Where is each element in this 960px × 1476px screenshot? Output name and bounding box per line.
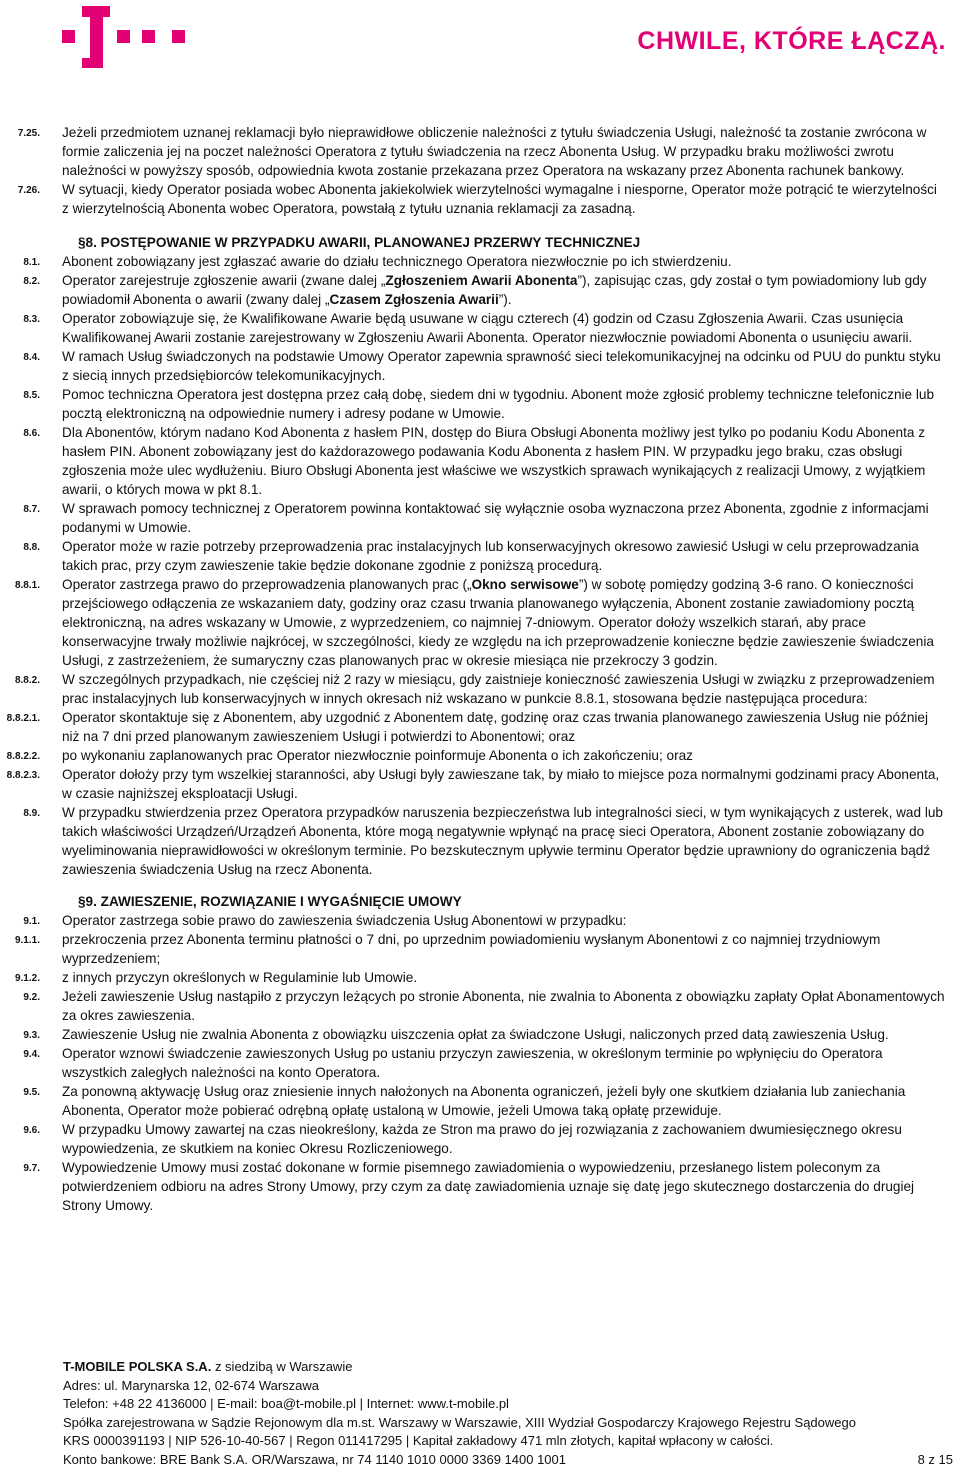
clause-number: 8.2. bbox=[23, 276, 40, 287]
section-9-heading: §9. ZAWIESZENIE, ROZWIĄZANIE I WYGAŚNIĘCIE UMOWY bbox=[78, 894, 462, 909]
clause-9-1-1 bbox=[0, 930, 960, 968]
clause-8-8-1 bbox=[0, 575, 960, 670]
clause-text: Pomoc techniczna Operatora jest dostępna przez całą dobę, siedem dni w tygodniu. Abonent może zgłosić problemy techniczne telefonicznie lub pocztą elektroniczną na odpowiednie numery i adresy podane w Umowie. bbox=[62, 387, 935, 421]
clause-text: Jeżeli zawieszenie Usług nastąpiło z przyczyn leżących po stronie Abonenta, nie zwalnia to Abonenta z obowiązku zapłaty Opłat Abonamentowych za okres zawieszenia. bbox=[62, 989, 945, 1023]
clause-text-part: ”). bbox=[498, 292, 512, 307]
footer-company bbox=[63, 1358, 953, 1377]
clause-text: Operator wznowi świadczenie zawieszonych Usług po ustaniu przyczyn zawieszenia, w określonym terminie po wpłynięciu do Operatora wszystkich zaległych należności na konto Operatora. bbox=[62, 1046, 883, 1080]
footer-ids: KRS 0000391193 | NIP 526-10-40-567 | Regon 011417295 | Kapitał zakładowy 471 mln złotych, kapitał wpłacony w całości. bbox=[63, 1433, 774, 1448]
clause-text-part: ”) w sobotę pomiędzy godziną 3-6 rano. O konieczności przejściowego odłączenia ze wskazaniem daty, godziny oraz czasu trwania planowanego wyłączenia, Abonent zostanie zawiadomiony pocztą elektroniczną, na adres wskazany w Umowie, z wyprzedzeniem, co najmniej 7-dniowym. Operator dołoży wszelkich starań, aby prace konserwacyjne trwały możliwie najkrócej, w szczególności, kiedy ze względu na ich przeprowadzenie konieczne będzie zawieszenie świadczenia Usługi, z zastrzeżeniem, że sumaryczny czas planowanych prac w okresie miesiąca nie przekroczy 3 godzin. bbox=[62, 577, 934, 668]
clause-number: 7.25. bbox=[17, 128, 40, 139]
clause-8-5 bbox=[0, 385, 960, 423]
clause-8-7 bbox=[0, 499, 960, 537]
document-body bbox=[0, 123, 960, 1215]
clause-number: 7.26. bbox=[17, 185, 40, 196]
clause-number: 8.4. bbox=[23, 352, 40, 363]
page-number: 8 z 15 bbox=[917, 1451, 953, 1467]
clause-number: 9.2. bbox=[23, 992, 40, 1003]
clause-8-9 bbox=[0, 803, 960, 879]
page-footer bbox=[63, 1358, 953, 1469]
footer-address: Adres: ul. Marynarska 12, 02-674 Warszawa bbox=[63, 1377, 320, 1393]
clause-text: W szczególnych przypadkach, nie częściej niż 2 razy w miesiącu, gdy zaistnieje konieczność zawieszenia Usługi w związku z przeprowadzeniem prac instalacyjnych lub konserwacyjnych w innych okresach niż wskazano w punkcie 8.8.1, stosowana będzie następująca procedura: bbox=[62, 672, 935, 706]
clause-8-8-2 bbox=[0, 670, 960, 708]
clause-text: W sprawach pomocy technicznej z Operatorem powinna kontaktować się wyłącznie osoba wyznaczona przez Abonenta, zgodnie z informacjami podanymi w Umowie. bbox=[62, 501, 929, 535]
clause-text: Wypowiedzenie Umowy musi zostać dokonane w formie pisemnego zawiadomienia o wypowiedzeniu, przesłanego listem poleconym za potwierdzeniem odbioru na adres Strony Umowy, przy czym za datę zawiadomienia uznaje się datę jego skutecznego dostarczenia do drugiej Strony Umowy. bbox=[62, 1160, 915, 1213]
clause-number: 8.8.2.2. bbox=[6, 751, 40, 762]
clause-text: Jeżeli przedmiotem uznanej reklamacji było nieprawidłowe obliczenie należności z tytułu świadczenia Usługi, należność ta zostanie zwrócona w formie zaliczenia jej na poczet należności Operatora z tytułu świadczenia na rzecz Abonenta Usług. W przypadku braku możliwości zwrotu należności w powyższy sposób, odpowiednia kwota zostanie przekazana przez Operatora na wskazany przez Abonenta rachunek bankowy. bbox=[62, 125, 927, 178]
clause-9-4 bbox=[0, 1044, 960, 1082]
clause-number: 8.8.1. bbox=[14, 580, 40, 591]
clause-text: W ramach Usług świadczonych na podstawie Umowy Operator zapewnia sprawność sieci telekomunikacyjnej na odcinku od PUU do punktu styku z siecią innych przedsiębiorców telekomunikacyjnych. bbox=[62, 349, 941, 383]
clause-number: 9.3. bbox=[23, 1030, 40, 1041]
brand-tagline: CHWILE, KTÓRE ŁĄCZĄ. bbox=[637, 27, 946, 55]
clause-8-3 bbox=[0, 309, 960, 347]
clause-number: 9.5. bbox=[23, 1087, 40, 1098]
clause-number: 8.5. bbox=[23, 390, 40, 401]
clause-text bbox=[62, 575, 946, 670]
clause-number: 8.9. bbox=[23, 808, 40, 819]
clause-number: 8.3. bbox=[23, 314, 40, 325]
clause-7-26 bbox=[0, 180, 960, 218]
footer-contact: Telefon: +48 22 4136000 | E-mail: boa@t-mobile.pl | Internet: www.t-mobile.pl bbox=[63, 1396, 509, 1411]
company-seat: z siedzibą w Warszawie bbox=[214, 1359, 353, 1374]
clause-8-2 bbox=[0, 271, 960, 309]
clause-number: 9.1. bbox=[23, 916, 40, 927]
clause-9-1 bbox=[0, 911, 960, 930]
clause-text: W przypadku stwierdzenia przez Operatora przypadków naruszenia bezpieczeństwa lub integralności sieci, w tym wynikających z usterek, wad lub takich właściwości Urządzeń/Urządzeń Abonenta, które mogą negatywnie wpłynąć na pracę sieci Operatora, Abonent zostanie zobowiązany do wyeliminowania nieprawidłowości w określonym terminie. Po bezskutecznym upływie terminu Operator będzie uprawniony do ograniczenia bądź zawieszenia świadczenia Usług na rzecz Abonenta. bbox=[62, 805, 943, 877]
clause-text: Operator skontaktuje się z Abonentem, aby uzgodnić z Abonentem datę, godzinę oraz czas trwania planowanego zawieszenia Usług nie później niż na 7 dni przed planowanym zawieszeniem Usługi i potwierdzi to Abonentowi; oraz bbox=[62, 710, 928, 744]
clause-8-4 bbox=[0, 347, 960, 385]
clause-text-part: Operator zarejestruje zgłoszenie awarii (zwane dalej „ bbox=[62, 273, 386, 288]
clause-number: 9.4. bbox=[23, 1049, 40, 1060]
clause-number: 8.8.2. bbox=[14, 675, 40, 686]
clause-9-5 bbox=[0, 1082, 960, 1120]
clause-text-part: ”), zapisując czas, gdy został o tym powiadomiony lub gdy powiadomił Abonenta o awarii (zwany dalej „ bbox=[62, 273, 927, 307]
clause-number: 8.7. bbox=[23, 504, 40, 515]
clause-text: W przypadku Umowy zawartej na czas nieokreślony, każda ze Stron ma prawo do jej rozwiązania z zachowaniem dwumiesięcznego okresu wypowiedzenia, ze skutkiem na koniec Okresu Rozliczeniowego. bbox=[62, 1122, 902, 1156]
clause-8-8-2-2 bbox=[0, 746, 960, 765]
clause-number: 8.1. bbox=[23, 257, 40, 268]
clause-text-part: Operator zastrzega prawo do przeprowadzenia planowanych prac („ bbox=[62, 577, 472, 592]
clause-text: Dla Abonentów, którym nadano Kod Abonenta z hasłem PIN, dostęp do Biura Obsługi Abonenta możliwy jest tylko po podaniu Kodu Abonenta z hasłem PIN. Abonent zobowiązany jest do każdorazowego podawania Kodu Abonenta z hasłem PIN. W przypadku jego braku, czas obsługi zgłoszenia może ulec wydłużeniu. Biuro Obsługi Abonenta jest właściwe we wszystkich sprawach wynikających z realizacji Umowy, z wyjątkiem awarii, o których mowa w pkt 8.1. bbox=[62, 425, 926, 497]
clause-7-25 bbox=[0, 123, 960, 180]
clause-number: 8.8. bbox=[23, 542, 40, 553]
clause-9-7 bbox=[0, 1158, 960, 1215]
clause-number: 8.8.2.1. bbox=[6, 713, 40, 724]
clause-text: Abonent zobowiązany jest zgłaszać awarie do działu technicznego Operatora niezwłocznie po ich stwierdzeniu. bbox=[62, 254, 732, 269]
clause-number: 9.1.2. bbox=[14, 973, 40, 984]
t-mobile-logo bbox=[62, 6, 192, 68]
footer-bank-row bbox=[63, 1451, 953, 1470]
clause-text: Operator zastrzega sobie prawo do zawieszenia świadczenia Usług Abonentowi w przypadku: bbox=[62, 913, 627, 928]
clause-text: z innych przyczyn określonych w Regulaminie lub Umowie. bbox=[62, 970, 418, 985]
defined-term: Zgłoszeniem Awarii Abonenta bbox=[385, 273, 578, 288]
clause-8-6 bbox=[0, 423, 960, 499]
clause-8-8 bbox=[0, 537, 960, 575]
footer-bank: Konto bankowe: BRE Bank S.A. OR/Warszawa, nr 74 1140 1010 0000 3369 1400 1001 bbox=[63, 1451, 566, 1467]
clause-8-8-2-3 bbox=[0, 765, 960, 803]
clause-text: Operator zobowiązuje się, że Kwalifikowane Awarie będą usuwane w ciągu czterech (4) godzin od Czasu Zgłoszenia Awarii. Czas usunięcia Kwalifikowanej Awarii zostanie zarejestrowany w Zgłoszeniu Awarii Abonenta. Operator niezwłocznie powiadomi Abonenta o usunięciu awarii. bbox=[62, 311, 913, 345]
clause-9-2 bbox=[0, 987, 960, 1025]
clause-text: W sytuacji, kiedy Operator posiada wobec Abonenta jakiekolwiek wierzytelności wymagalne i niesporne, Operator może potrącić te wierzytelności z wierzytelnością Abonenta wobec Operatora, powstałą z tytułu uznania reklamacji za zasadną. bbox=[62, 182, 937, 216]
section-8-heading: §8. POSTĘPOWANIE W PRZYPADKU AWARII, PLANOWANEJ PRZERWY TECHNICZNEJ bbox=[78, 235, 641, 250]
clause-number: 9.7. bbox=[23, 1163, 40, 1174]
clause-number: 8.6. bbox=[23, 428, 40, 439]
clause-text: Operator może w razie potrzeby przeprowadzenia prac instalacyjnych lub konserwacyjnych okresowo zawiesić Usługi w celu przeprowadzania takich prac, przy czym zawieszenie takie będzie dokonane zgodnie z poniższą procedurą. bbox=[62, 539, 919, 573]
clause-text: po wykonaniu zaplanowanych prac Operator niezwłocznie poinformuje Abonenta o ich zakończeniu; oraz bbox=[62, 748, 693, 763]
clause-8-8-2-1 bbox=[0, 708, 960, 746]
clause-8-1 bbox=[0, 252, 960, 271]
clause-text bbox=[62, 271, 946, 309]
defined-term: Czasem Zgłoszenia Awarii bbox=[329, 292, 499, 307]
clause-9-1-2 bbox=[0, 968, 960, 987]
clause-text: Za ponowną aktywację Usług oraz zniesienie innych nałożonych na Abonenta ograniczeń, jeżeli były one skutkiem działania lub zaniechania Abonenta, Operator może pobierać odrębną opłatę ustaloną w Umowie, jeżeli Umowa taką opłatę przewiduje. bbox=[62, 1084, 906, 1118]
page-header bbox=[0, 0, 960, 80]
clause-text: Zawieszenie Usług nie zwalnia Abonenta z obowiązku uiszczenia opłat za świadczone Usługi, naliczonych przed datą zawieszenia Usług. bbox=[62, 1027, 889, 1042]
clause-number: 8.8.2.3. bbox=[6, 770, 40, 781]
company-name: T-MOBILE POLSKA S.A. bbox=[63, 1359, 212, 1374]
clause-9-6 bbox=[0, 1120, 960, 1158]
clause-text: przekroczenia przez Abonenta terminu płatności o 7 dni, po uprzednim powiadomieniu wysłanym Abonentowi z co najmniej trzydniowym wyprzedzeniem; bbox=[62, 932, 881, 966]
clause-number: 9.1.1. bbox=[14, 935, 40, 946]
clause-number: 9.6. bbox=[23, 1125, 40, 1136]
clause-text: Operator dołoży przy tym wszelkiej staranności, aby Usługi były zawieszane tak, by miało to miejsce poza normalnymi godzinami pracy Abonenta, w czasie najniższej eksploatacji Usługi. bbox=[62, 767, 940, 801]
clause-9-3 bbox=[0, 1025, 960, 1044]
footer-registration: Spółka zarejestrowana w Sądzie Rejonowym dla m.st. Warszawy w Warszawie, XIII Wydział Gospodarczy Krajowego Rejestru Sądowego bbox=[63, 1414, 856, 1430]
defined-term: Okno serwisowe bbox=[471, 577, 579, 592]
